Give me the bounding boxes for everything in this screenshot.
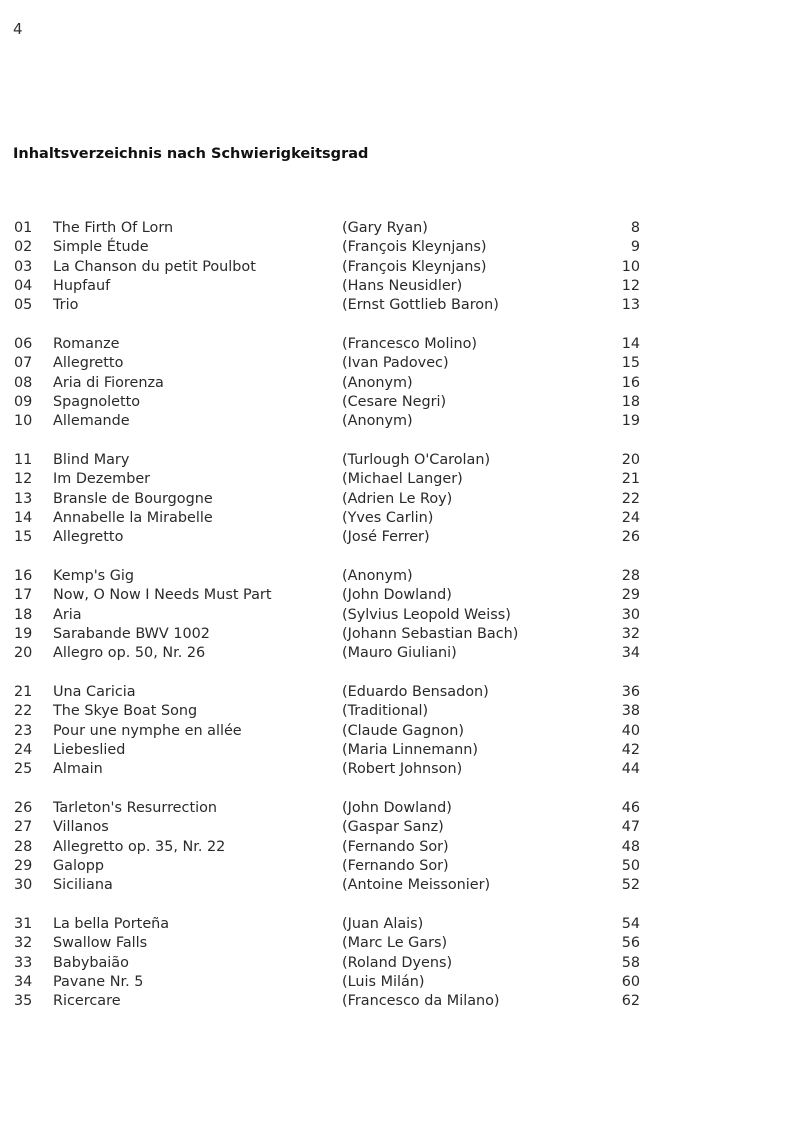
entry-number: 19 [14, 625, 33, 642]
entry-title: Aria di Fiorenza [53, 374, 164, 391]
entry-number: 21 [14, 683, 33, 700]
entry-title: Allemande [53, 413, 130, 430]
entry-number: 29 [14, 857, 33, 874]
entry-page-number: 56 [621, 935, 640, 952]
entry-page-number: 26 [621, 529, 640, 546]
toc-entry [0, 799, 800, 818]
entry-composer: (Robert Johnson) [342, 761, 463, 778]
toc-entry [0, 973, 800, 992]
entry-page-number: 47 [621, 819, 640, 836]
entry-title: Ricercare [53, 993, 121, 1010]
entry-number: 26 [14, 799, 33, 816]
entry-composer: (Hans Neusidler) [342, 277, 463, 294]
entry-number: 31 [14, 915, 33, 932]
entry-composer: (Sylvius Leopold Weiss) [342, 606, 511, 623]
entry-composer: (Traditional) [342, 703, 429, 720]
entry-composer: (Gaspar Sanz) [342, 819, 444, 836]
entry-composer: (Roland Dyens) [342, 954, 453, 971]
entry-title: Babybaião [53, 954, 129, 971]
entry-number: 34 [14, 973, 33, 990]
toc-group [0, 683, 800, 779]
entry-number: 11 [14, 451, 33, 468]
entry-title: Sarabande BWV 1002 [53, 625, 210, 642]
entry-title: Allegretto op. 35, Nr. 22 [53, 838, 226, 855]
entry-title: Spagnoletto [53, 393, 141, 410]
entry-page-number: 30 [621, 606, 640, 623]
entry-page-number: 34 [621, 645, 640, 662]
entry-page-number: 58 [621, 954, 640, 971]
entry-number: 06 [14, 335, 33, 352]
toc-entry [0, 490, 800, 509]
toc-entry [0, 760, 800, 779]
entry-composer: (José Ferrer) [342, 529, 430, 546]
entry-composer: (Marc Le Gars) [342, 935, 448, 952]
toc-entry [0, 238, 800, 257]
entry-number: 27 [14, 819, 33, 836]
toc-entry [0, 915, 800, 934]
entry-title: La Chanson du petit Poulbot [53, 258, 256, 275]
entry-composer: (Gary Ryan) [342, 220, 428, 236]
entry-number: 10 [14, 413, 33, 430]
entry-number: 24 [14, 741, 33, 758]
toc-entry [0, 374, 800, 393]
toc-entry [0, 586, 800, 605]
entry-title: The Skye Boat Song [53, 703, 198, 720]
entry-page-number: 52 [621, 877, 640, 894]
entry-number: 35 [14, 993, 33, 1010]
toc-entry [0, 606, 800, 625]
toc-group [0, 219, 800, 315]
entry-composer: (Antoine Meissonier) [342, 877, 491, 894]
entry-page-number: 14 [621, 335, 640, 352]
toc-entry [0, 702, 800, 721]
entry-title: The Firth Of Lorn [53, 220, 174, 236]
entry-title: Blind Mary [53, 451, 130, 468]
entry-composer: (Juan Alais) [342, 915, 424, 932]
entry-page-number: 38 [621, 703, 640, 720]
entry-number: 23 [14, 722, 33, 739]
entry-composer: (Francesco Molino) [342, 335, 478, 352]
entry-title: Pavane Nr. 5 [53, 973, 144, 990]
entry-title: Aria [53, 606, 82, 623]
entry-composer: (John Dowland) [342, 799, 452, 816]
entry-composer: (François Kleynjans) [342, 239, 487, 256]
toc-entry [0, 992, 800, 1011]
entry-number: 07 [14, 355, 33, 372]
entry-title: Romanze [53, 335, 120, 352]
entry-composer: (Ernst Gottlieb Baron) [342, 297, 499, 314]
entry-page-number: 10 [621, 258, 640, 275]
entry-title: Villanos [53, 819, 109, 836]
entry-page-number: 50 [621, 857, 640, 874]
entry-page-number: 20 [621, 451, 640, 468]
entry-page-number: 21 [621, 471, 640, 488]
entry-page-number: 22 [621, 490, 640, 507]
entry-page-number: 42 [621, 741, 640, 758]
entry-number: 03 [14, 258, 33, 275]
entry-page-number: 36 [621, 683, 640, 700]
entry-composer: (Turlough O'Carolan) [342, 451, 491, 468]
entry-title: Im Dezember [53, 471, 151, 488]
entry-composer: (François Kleynjans) [342, 258, 487, 275]
entry-page-number: 28 [621, 567, 640, 584]
entry-title: Kemp's Gig [53, 567, 135, 584]
entry-composer: (Fernando Sor) [342, 838, 449, 855]
entry-page-number: 40 [621, 722, 640, 739]
entry-number: 01 [14, 220, 33, 236]
entry-title: Almain [53, 761, 103, 778]
toc-group [0, 915, 800, 1011]
entry-page-number: 46 [621, 799, 640, 816]
toc-entry [0, 277, 800, 296]
entry-number: 17 [14, 587, 33, 604]
toc-entry [0, 683, 800, 702]
entry-number: 18 [14, 606, 33, 623]
entry-title: Simple Étude [53, 239, 149, 256]
entry-title: Hupfauf [53, 277, 111, 294]
entry-number: 20 [14, 645, 33, 662]
entry-number: 16 [14, 567, 33, 584]
toc-entry [0, 528, 800, 547]
toc-group [0, 335, 800, 431]
entry-title: Allegretto [53, 529, 124, 546]
entry-page-number: 29 [621, 587, 640, 604]
entry-number: 05 [14, 297, 33, 314]
entry-page-number: 15 [621, 355, 640, 372]
entry-number: 32 [14, 935, 33, 952]
entry-number: 30 [14, 877, 33, 894]
toc-entry [0, 857, 800, 876]
toc-entry [0, 509, 800, 528]
entry-page-number: 60 [621, 973, 640, 990]
entry-composer: (Francesco da Milano) [342, 993, 500, 1010]
entry-composer: (Anonym) [342, 374, 413, 391]
entry-title: Swallow Falls [53, 935, 148, 952]
entry-composer: (Fernando Sor) [342, 857, 449, 874]
toc-group [0, 567, 800, 663]
entry-title: Pour une nymphe en allée [53, 722, 242, 739]
toc-entry [0, 567, 800, 586]
toc-entry [0, 722, 800, 741]
entry-title: Galopp [53, 857, 105, 874]
entry-title: Bransle de Bourgogne [53, 490, 213, 507]
entry-title: Allegretto [53, 355, 124, 372]
toc-group [0, 451, 800, 547]
entry-title: Now, O Now I Needs Must Part [53, 587, 272, 604]
entry-composer: (John Dowland) [342, 587, 452, 604]
entry-page-number: 48 [621, 838, 640, 855]
toc-entry [0, 258, 800, 277]
toc-entry [0, 412, 800, 431]
entry-title: La bella Porteña [53, 915, 170, 932]
entry-page-number: 32 [621, 625, 640, 642]
entry-number: 08 [14, 374, 33, 391]
toc-entry [0, 876, 800, 895]
entry-number: 28 [14, 838, 33, 855]
entry-composer: (Anonym) [342, 567, 413, 584]
toc-entry [0, 625, 800, 644]
toc-entry [0, 934, 800, 953]
entry-page-number: 9 [630, 239, 640, 256]
entry-composer: (Maria Linnemann) [342, 741, 478, 758]
entry-number: 13 [14, 490, 33, 507]
entry-title: Allegro op. 50, Nr. 26 [53, 645, 206, 662]
entry-composer: (Yves Carlin) [342, 509, 434, 526]
entry-number: 04 [14, 277, 33, 294]
entry-composer: (Ivan Padovec) [342, 355, 449, 372]
toc-entry [0, 219, 800, 238]
entry-composer: (Luis Milán) [342, 973, 425, 990]
entry-title: Annabelle la Mirabelle [53, 509, 213, 526]
toc-entry [0, 838, 800, 857]
entry-composer: (Cesare Negri) [342, 393, 447, 410]
toc-entry [0, 451, 800, 470]
entry-title: Tarleton's Resurrection [53, 799, 218, 816]
entry-page-number: 13 [621, 297, 640, 314]
entry-page-number: 54 [621, 915, 640, 932]
entry-composer: (Mauro Giuliani) [342, 645, 457, 662]
entry-number: 14 [14, 509, 33, 526]
entry-composer: (Eduardo Bensadon) [342, 683, 489, 700]
entry-number: 15 [14, 529, 33, 546]
entry-page-number: 62 [621, 993, 640, 1010]
entry-composer: (Adrien Le Roy) [342, 490, 453, 507]
entry-title: Liebeslied [53, 741, 126, 758]
entry-composer: (Claude Gagnon) [342, 722, 464, 739]
entry-page-number: 12 [621, 277, 640, 294]
toc-entry [0, 335, 800, 354]
entry-number: 02 [14, 239, 33, 256]
entry-composer: (Anonym) [342, 413, 413, 430]
entry-page-number: 18 [621, 393, 640, 410]
toc-entry [0, 741, 800, 760]
entry-number: 25 [14, 761, 33, 778]
toc-entry [0, 470, 800, 489]
entry-number: 09 [14, 393, 33, 410]
page-number: 4 [13, 20, 23, 38]
entry-title: Una Caricia [53, 683, 136, 700]
toc-entry [0, 818, 800, 837]
toc-entry [0, 296, 800, 315]
entry-page-number: 44 [621, 761, 640, 778]
entry-page-number: 24 [621, 509, 640, 526]
entry-title: Siciliana [53, 877, 113, 894]
entry-page-number: 8 [630, 220, 640, 236]
entry-title: Trio [53, 297, 79, 314]
entry-number: 33 [14, 954, 33, 971]
toc-entry [0, 954, 800, 973]
entry-composer: (Johann Sebastian Bach) [342, 625, 519, 642]
entry-number: 22 [14, 703, 33, 720]
entry-number: 12 [14, 471, 33, 488]
table-of-contents [0, 219, 800, 1031]
toc-group [0, 799, 800, 895]
toc-entry [0, 644, 800, 663]
entry-composer: (Michael Langer) [342, 471, 463, 488]
toc-entry [0, 393, 800, 412]
entry-page-number: 19 [621, 413, 640, 430]
page-title: Inhaltsverzeichnis nach Schwierigkeitsgrad [13, 146, 369, 162]
toc-entry [0, 354, 800, 373]
entry-page-number: 16 [621, 374, 640, 391]
